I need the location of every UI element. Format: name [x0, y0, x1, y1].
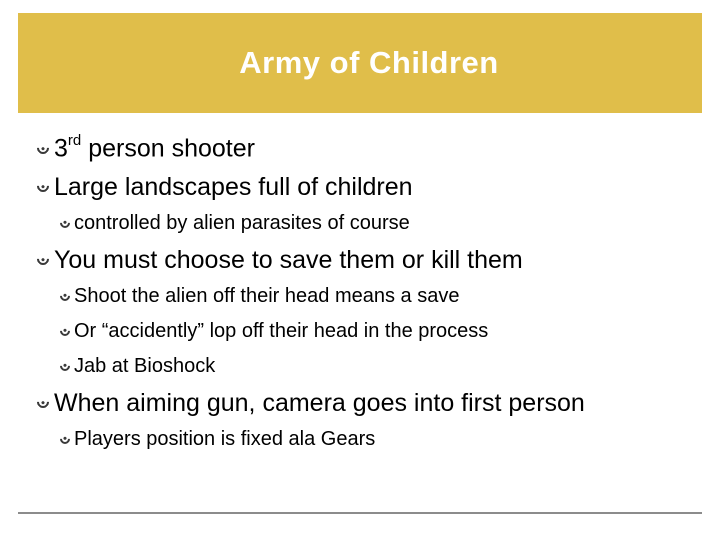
bullet-marker-icon — [35, 394, 52, 411]
bullet-marker-icon — [58, 358, 72, 372]
bullet-marker-icon — [58, 431, 72, 445]
bullet-item — [37, 384, 707, 422]
bullet-text: Or “accidently” lop off their head in the process — [74, 320, 489, 342]
sub-bullet-item — [37, 349, 707, 384]
footer-divider — [18, 512, 702, 514]
bullet-text: Players position is fixed ala Gears — [74, 428, 376, 450]
sub-bullet-item — [37, 422, 707, 457]
bullet-text: 3rd person shooter — [54, 132, 255, 163]
bullet-marker-icon — [35, 140, 52, 157]
bullet-text: Shoot the alien off their head means a save — [74, 285, 460, 307]
bullet-marker-icon — [35, 178, 52, 195]
bullet-item — [37, 168, 707, 206]
sub-bullet-item — [37, 206, 707, 241]
bullet-text: Jab at Bioshock — [74, 355, 216, 377]
bullet-marker-icon — [58, 288, 72, 302]
bullet-text: controlled by alien parasites of course — [74, 212, 410, 234]
bullet-text: When aiming gun, camera goes into first person — [54, 388, 585, 417]
title-bar — [18, 13, 702, 113]
sub-bullet-item — [37, 279, 707, 314]
sub-bullet-item — [37, 314, 707, 349]
bullet-marker-icon — [58, 215, 72, 229]
slide-title: Army of Children — [239, 45, 499, 80]
bullet-text: You must choose to save them or kill them — [54, 245, 523, 274]
bullet-marker-icon — [58, 323, 72, 337]
bullet-text: Large landscapes full of children — [54, 172, 413, 201]
bullet-item — [37, 130, 707, 168]
bullet-marker-icon — [35, 251, 52, 268]
bullet-item — [37, 241, 707, 279]
bullet-list — [37, 130, 707, 457]
